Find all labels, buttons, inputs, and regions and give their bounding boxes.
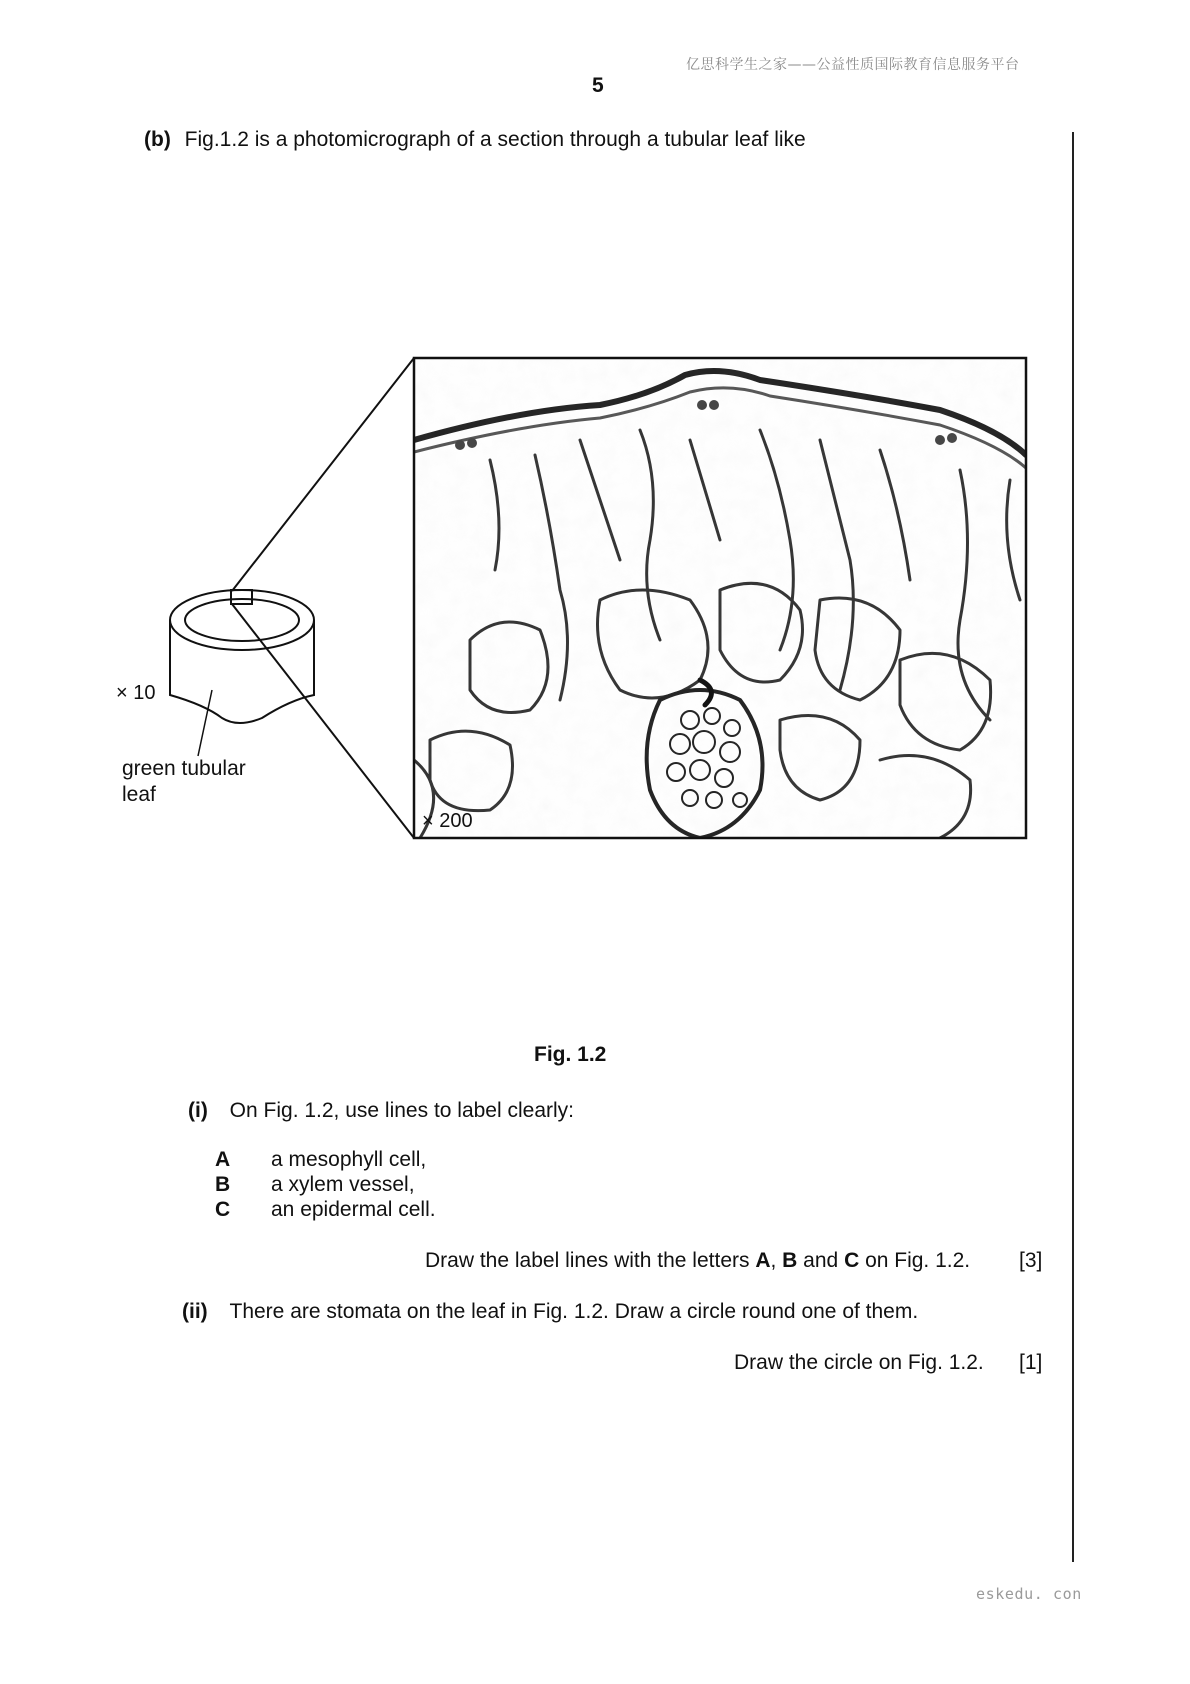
figure-caption: Fig. 1.2 xyxy=(534,1043,607,1066)
photomicrograph xyxy=(414,358,1026,838)
part-i-label: (i) xyxy=(188,1099,208,1122)
part-ii xyxy=(182,1300,918,1324)
instruction-sep: , xyxy=(770,1249,783,1272)
leaf-magnification: × 10 xyxy=(116,682,156,704)
part-ii-instruction: Draw the circle on Fig. 1.2. xyxy=(734,1351,984,1374)
list-item-text: a mesophyll cell, xyxy=(271,1148,427,1171)
leaf-label-line1: green tubular xyxy=(122,757,246,780)
leaf-label-line2: leaf xyxy=(122,783,156,806)
list-item-letter: A xyxy=(215,1148,231,1171)
list-item xyxy=(215,1173,415,1197)
list-item-text: a xylem vessel, xyxy=(271,1173,415,1196)
part-i-instruction xyxy=(425,1249,970,1273)
instruction-letter-a: A xyxy=(755,1249,771,1272)
part-i-marks: [3] xyxy=(1019,1249,1043,1272)
question-b-label: (b) xyxy=(144,128,171,151)
list-item-letter: B xyxy=(215,1173,231,1196)
list-item xyxy=(215,1148,426,1172)
part-ii-label: (ii) xyxy=(182,1300,208,1323)
page-number: 5 xyxy=(592,74,604,97)
tubular-leaf-drawing xyxy=(170,590,314,756)
part-ii-text: There are stomata on the leaf in Fig. 1.2. Draw a circle round one of them. xyxy=(229,1300,919,1323)
list-item xyxy=(215,1198,436,1222)
part-i-text: On Fig. 1.2, use lines to label clearly: xyxy=(229,1099,575,1122)
instruction-and: and xyxy=(797,1249,845,1272)
instruction-letter-c: C xyxy=(844,1249,860,1272)
instruction-pre: Draw the label lines with the letters xyxy=(425,1249,756,1272)
question-b-text: Fig.1.2 is a photomicrograph of a section through a tubular leaf like xyxy=(184,128,806,151)
instruction-letter-b: B xyxy=(782,1249,798,1272)
micrograph-magnification: × 200 xyxy=(422,810,473,832)
instruction-post: on Fig. 1.2. xyxy=(859,1249,971,1272)
part-i xyxy=(188,1099,574,1123)
zoom-line-top xyxy=(232,358,414,591)
footer-site: eskedu. con xyxy=(976,1585,1082,1603)
header-watermark: 亿思科学生之家——公益性质国际教育信息服务平台 xyxy=(686,57,1020,73)
list-item-text: an epidermal cell. xyxy=(271,1198,436,1221)
part-ii-marks: [1] xyxy=(1019,1351,1043,1374)
list-item-letter: C xyxy=(215,1198,231,1221)
